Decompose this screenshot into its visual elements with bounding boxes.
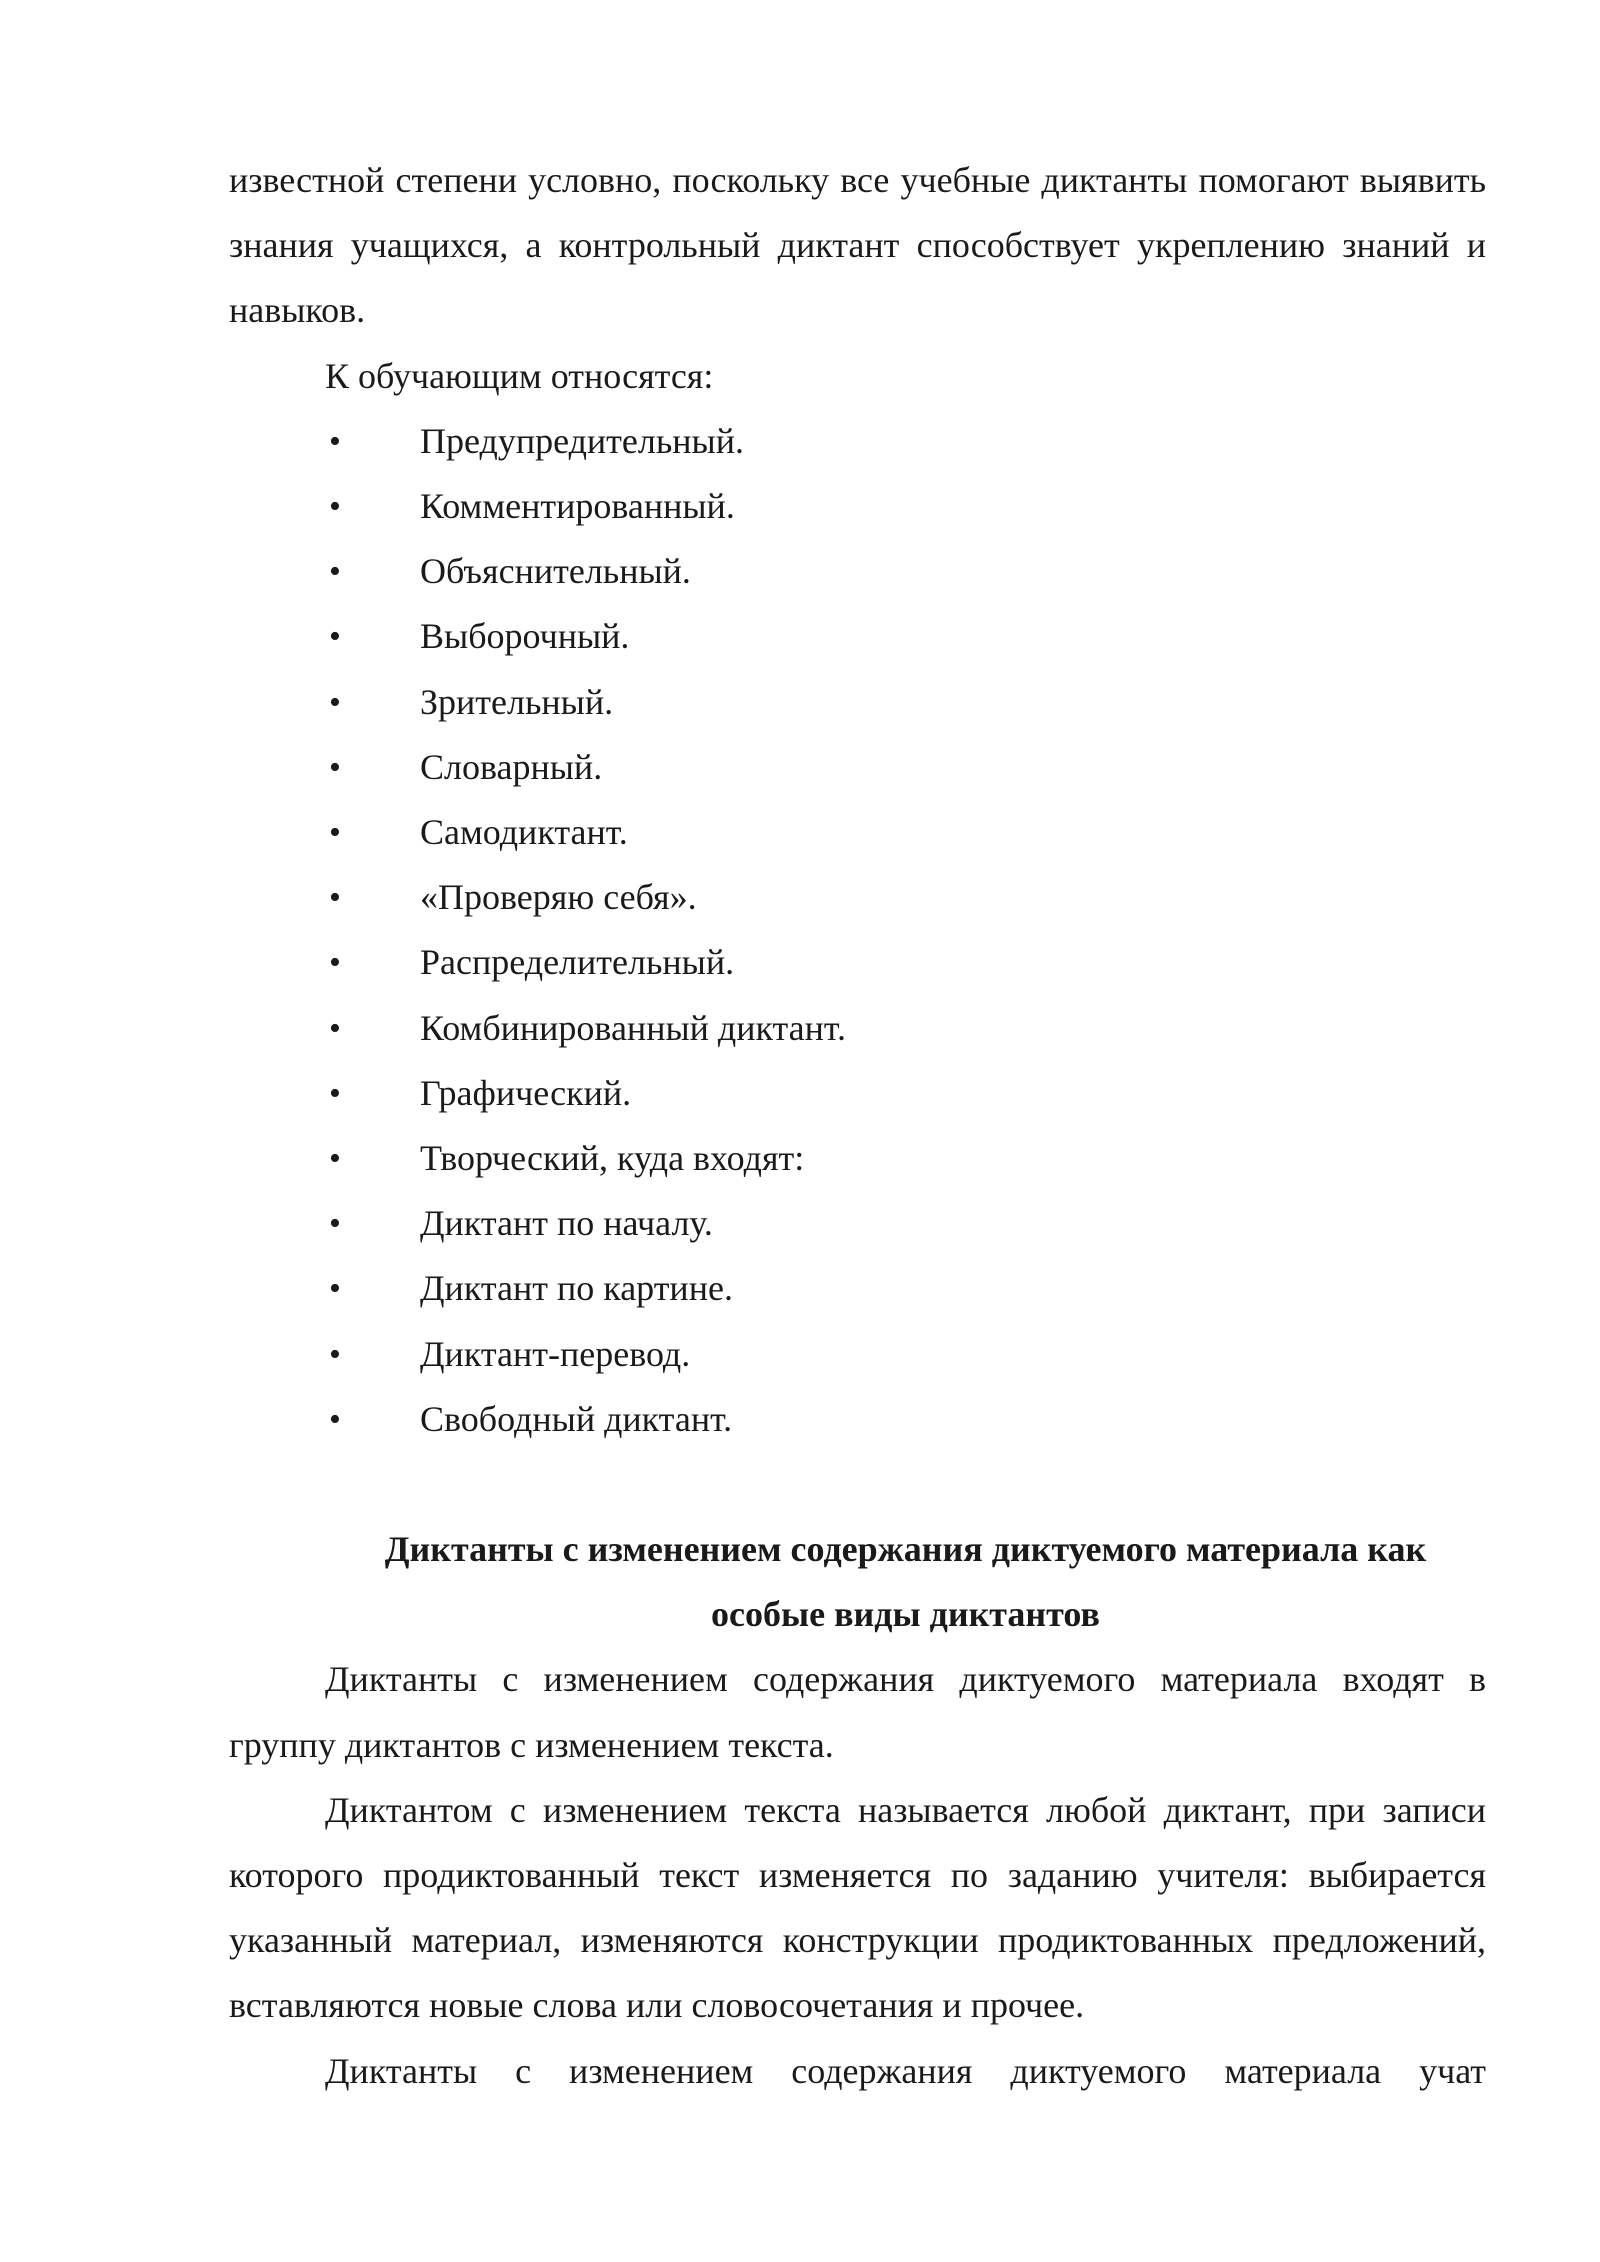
list-item-text: «Проверяю себя». xyxy=(420,877,697,918)
bullet-icon: • xyxy=(329,1400,341,1438)
list-item-text: Комбинированный диктант. xyxy=(420,1007,846,1048)
bullet-icon: • xyxy=(329,488,341,526)
list-item-text: Выборочный. xyxy=(420,616,630,657)
list-item xyxy=(229,800,1486,865)
list-item xyxy=(229,1322,1486,1387)
section-heading xyxy=(229,1517,1486,1647)
list-item xyxy=(229,1126,1486,1191)
bullet-icon: • xyxy=(329,683,341,721)
bullet-icon: • xyxy=(329,1205,341,1243)
continuation-paragraph: известной степени условно, поскольку все учебные диктанты помогают выявить знания учащихся, а контрольный диктант способствует укреплению знаний и навыков. xyxy=(229,160,1486,331)
list-item xyxy=(229,1191,1486,1256)
list-item xyxy=(229,1256,1486,1321)
body-paragraph-1: Диктанты с изменением содержания диктуемого материала входят в группу диктантов с изменением текста. xyxy=(229,1659,1486,1765)
bullet-icon: • xyxy=(329,1335,341,1373)
list-item xyxy=(229,1387,1486,1452)
page-content xyxy=(229,148,1486,2104)
list-item xyxy=(229,409,1486,474)
dictation-types-list xyxy=(229,409,1486,1452)
bullet-icon: • xyxy=(329,1140,341,1178)
list-item xyxy=(229,474,1486,539)
list-item-text: Предупредительный. xyxy=(420,420,744,461)
list-item-text: Зрительный. xyxy=(420,681,614,722)
list-item xyxy=(229,604,1486,669)
list-item-text: Объяснительный. xyxy=(420,551,691,592)
body-paragraph-3: Диктанты с изменением содержания диктуемого материала учат xyxy=(325,2050,1486,2091)
list-item-text: Диктант по картине. xyxy=(420,1268,733,1309)
section-heading-line-1: Диктанты с изменением содержания диктуемого материала как xyxy=(384,1529,1427,1570)
bullet-icon: • xyxy=(329,944,341,982)
list-item-text: Свободный диктант. xyxy=(420,1398,733,1439)
bullet-icon: • xyxy=(329,814,341,852)
list-item-text: Диктант по началу. xyxy=(420,1203,713,1244)
list-item xyxy=(229,930,1486,995)
list-item-text: Распределительный. xyxy=(420,942,735,983)
list-item xyxy=(229,735,1486,800)
list-item-text: Самодиктант. xyxy=(420,812,628,853)
list-item-text: Диктант-перевод. xyxy=(420,1333,691,1374)
bullet-icon: • xyxy=(329,1270,341,1308)
list-item xyxy=(229,865,1486,930)
list-item-text: Комментированный. xyxy=(420,486,735,527)
bullet-icon: • xyxy=(329,553,341,591)
bullet-icon: • xyxy=(329,748,341,786)
bullet-icon: • xyxy=(329,422,341,460)
bullet-icon: • xyxy=(329,1009,341,1047)
bullet-icon: • xyxy=(329,879,341,917)
section-heading-line-2: особые виды диктантов xyxy=(711,1594,1100,1635)
list-item xyxy=(229,996,1486,1061)
list-item xyxy=(229,539,1486,604)
list-item-text: Словарный. xyxy=(420,746,603,787)
list-item xyxy=(229,1061,1486,1126)
bullet-icon: • xyxy=(329,618,341,656)
bullet-icon: • xyxy=(329,1074,341,1112)
body-paragraph-2: Диктантом с изменением текста называется любой диктант, при записи которого продиктованный текст изменяется по заданию учителя: выбирается указанный материал, изменяются конструкции продиктованных предложений, вставляются новые слова или словосочетания и прочее. xyxy=(229,1789,1486,2026)
list-item xyxy=(229,670,1486,735)
list-item-text: Творческий, куда входят: xyxy=(420,1138,805,1179)
list-item-text: Графический. xyxy=(420,1072,632,1113)
list-intro: К обучающим относятся: xyxy=(325,355,714,396)
